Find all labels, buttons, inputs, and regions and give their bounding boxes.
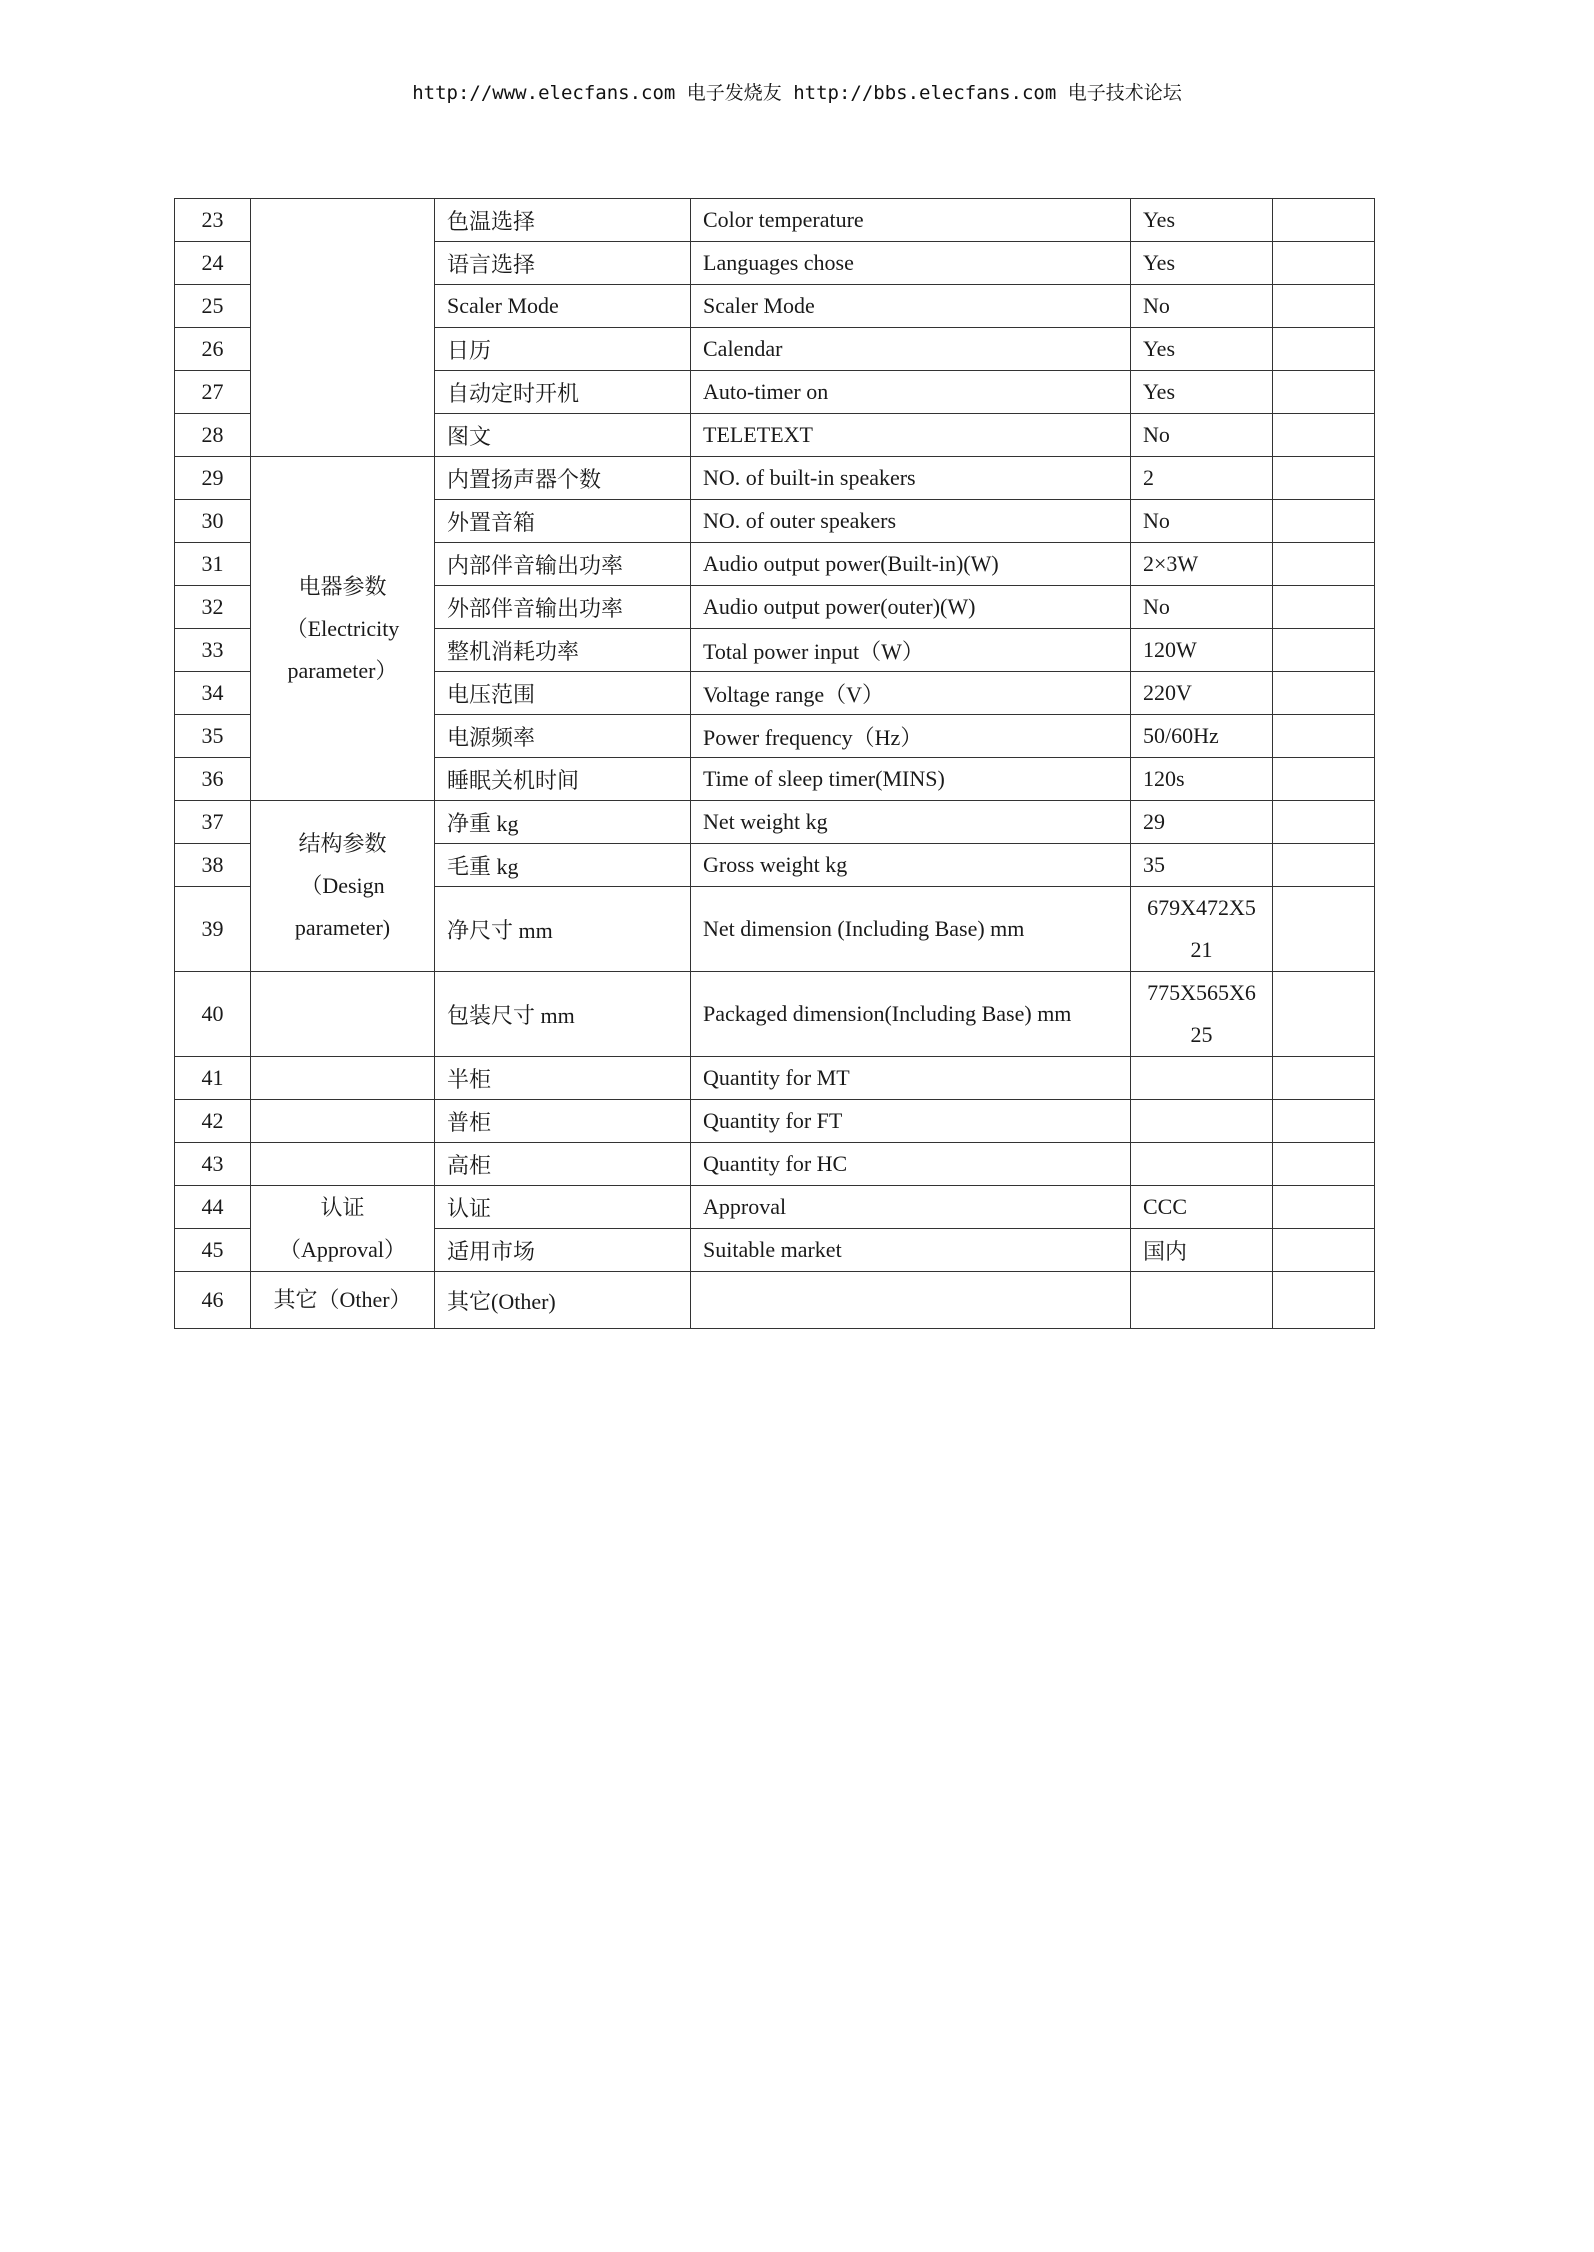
value-cell: No <box>1131 285 1273 328</box>
spec-table <box>174 198 1375 1329</box>
value-cell: 2×3W <box>1131 543 1273 586</box>
en-label: Packaged dimension(Including Base) mm <box>691 972 1131 1057</box>
group-en-label: （Electricity <box>285 615 400 641</box>
en-label: TELETEXT <box>691 414 1131 457</box>
page-header-url: http://www.elecfans.com 电子发烧友 http://bbs.elecfans.com 电子技术论坛 <box>412 82 1182 104</box>
value-cell: 220V <box>1131 672 1273 715</box>
cn-label: 电压范围 <box>435 672 691 715</box>
group-en-label: parameter) <box>294 915 391 940</box>
extra-cell <box>1273 1057 1375 1100</box>
table-row <box>175 199 1375 242</box>
row-number: 32 <box>175 586 251 629</box>
value-cell: Yes <box>1131 242 1273 285</box>
table-row <box>175 1057 1375 1100</box>
en-label: Voltage range（V） <box>691 672 1131 715</box>
en-label: Suitable market <box>691 1229 1131 1272</box>
cn-label: 其它(Other) <box>435 1272 691 1329</box>
row-number: 46 <box>175 1272 251 1329</box>
group-cn-label: 认证 <box>320 1194 365 1220</box>
extra-cell <box>1273 972 1375 1057</box>
extra-cell <box>1273 887 1375 972</box>
row-number: 33 <box>175 629 251 672</box>
en-label: Gross weight kg <box>691 844 1131 887</box>
value-cell: CCC <box>1131 1186 1273 1229</box>
extra-cell <box>1273 242 1375 285</box>
cn-label: 电源频率 <box>435 715 691 758</box>
group-cn-label: 电器参数 <box>298 573 387 599</box>
value-line: 679X472X5 <box>1147 895 1256 920</box>
group-cell-empty <box>251 199 435 457</box>
en-label: Quantity for HC <box>691 1143 1131 1186</box>
en-label: Calendar <box>691 328 1131 371</box>
group-cell-other: 其它（Other） <box>251 1272 435 1329</box>
value-cell <box>1131 1100 1273 1143</box>
cn-label: 净尺寸 mm <box>435 887 691 972</box>
extra-cell <box>1273 285 1375 328</box>
extra-cell <box>1273 414 1375 457</box>
value-line: 21 <box>1190 937 1213 962</box>
extra-cell <box>1273 758 1375 801</box>
table-row <box>175 1100 1375 1143</box>
row-number: 25 <box>175 285 251 328</box>
en-label: Scaler Mode <box>691 285 1131 328</box>
value-cell: 120s <box>1131 758 1273 801</box>
row-number: 45 <box>175 1229 251 1272</box>
en-label: Net weight kg <box>691 801 1131 844</box>
row-number: 36 <box>175 758 251 801</box>
group-cell-empty <box>251 972 435 1057</box>
table-row <box>175 1186 1375 1229</box>
row-number: 29 <box>175 457 251 500</box>
cn-label: 包装尺寸 mm <box>435 972 691 1057</box>
en-label: Quantity for MT <box>691 1057 1131 1100</box>
row-number: 39 <box>175 887 251 972</box>
en-label: Audio output power(outer)(W) <box>691 586 1131 629</box>
cn-label: 普柜 <box>435 1100 691 1143</box>
value-cell: Yes <box>1131 328 1273 371</box>
extra-cell <box>1273 1143 1375 1186</box>
extra-cell <box>1273 328 1375 371</box>
row-number: 38 <box>175 844 251 887</box>
row-number: 31 <box>175 543 251 586</box>
row-number: 42 <box>175 1100 251 1143</box>
cn-label: 语言选择 <box>435 242 691 285</box>
row-number: 35 <box>175 715 251 758</box>
value-cell <box>1131 1143 1273 1186</box>
en-label: Quantity for FT <box>691 1100 1131 1143</box>
row-number: 43 <box>175 1143 251 1186</box>
group-cell-approval <box>251 1186 435 1272</box>
extra-cell <box>1273 371 1375 414</box>
cn-label: 毛重 kg <box>435 844 691 887</box>
value-cell <box>1131 1057 1273 1100</box>
group-cell-electricity <box>251 457 435 801</box>
group-en-label: parameter） <box>287 657 398 683</box>
cn-label: 整机消耗功率 <box>435 629 691 672</box>
cn-label: 图文 <box>435 414 691 457</box>
table-row <box>175 801 1375 844</box>
value-cell: Yes <box>1131 371 1273 414</box>
value-cell <box>1131 887 1273 972</box>
extra-cell <box>1273 1272 1375 1329</box>
row-number: 44 <box>175 1186 251 1229</box>
extra-cell <box>1273 457 1375 500</box>
cn-label: 适用市场 <box>435 1229 691 1272</box>
extra-cell <box>1273 1229 1375 1272</box>
value-cell: No <box>1131 500 1273 543</box>
group-en-label: （Approval） <box>278 1236 407 1262</box>
en-label: Total power input（W） <box>691 629 1131 672</box>
en-label: Auto-timer on <box>691 371 1131 414</box>
cn-label: 自动定时开机 <box>435 371 691 414</box>
cn-label: Scaler Mode <box>435 285 691 328</box>
extra-cell <box>1273 199 1375 242</box>
group-cn-label: 结构参数 <box>298 831 387 856</box>
en-label: NO. of built-in speakers <box>691 457 1131 500</box>
en-label: Time of sleep timer(MINS) <box>691 758 1131 801</box>
value-cell: No <box>1131 414 1273 457</box>
row-number: 23 <box>175 199 251 242</box>
cn-label: 外部伴音输出功率 <box>435 586 691 629</box>
table-row <box>175 457 1375 500</box>
value-cell: 120W <box>1131 629 1273 672</box>
extra-cell <box>1273 1100 1375 1143</box>
value-cell: Yes <box>1131 199 1273 242</box>
value-line: 775X565X6 <box>1147 980 1256 1005</box>
row-number: 27 <box>175 371 251 414</box>
cn-label: 高柜 <box>435 1143 691 1186</box>
extra-cell <box>1273 500 1375 543</box>
value-cell: 国内 <box>1131 1229 1273 1272</box>
cn-label: 睡眠关机时间 <box>435 758 691 801</box>
value-cell: No <box>1131 586 1273 629</box>
extra-cell <box>1273 715 1375 758</box>
en-label: Net dimension (Including Base) mm <box>691 887 1131 972</box>
extra-cell <box>1273 844 1375 887</box>
extra-cell <box>1273 672 1375 715</box>
cn-label: 认证 <box>435 1186 691 1229</box>
cn-label: 日历 <box>435 328 691 371</box>
row-number: 28 <box>175 414 251 457</box>
extra-cell <box>1273 586 1375 629</box>
group-en-label: （Design <box>300 873 385 898</box>
value-cell <box>1131 972 1273 1057</box>
row-number: 41 <box>175 1057 251 1100</box>
cn-label: 内置扬声器个数 <box>435 457 691 500</box>
group-cell-design <box>251 801 435 972</box>
row-number: 34 <box>175 672 251 715</box>
en-label: NO. of outer speakers <box>691 500 1131 543</box>
group-cell-empty <box>251 1057 435 1100</box>
en-label: Color temperature <box>691 199 1131 242</box>
value-cell: 35 <box>1131 844 1273 887</box>
cn-label: 色温选择 <box>435 199 691 242</box>
table-row <box>175 972 1375 1057</box>
cn-label: 内部伴音输出功率 <box>435 543 691 586</box>
extra-cell <box>1273 543 1375 586</box>
en-label: Audio output power(Built-in)(W) <box>691 543 1131 586</box>
row-number: 30 <box>175 500 251 543</box>
table-row <box>175 1272 1375 1329</box>
en-label: Languages chose <box>691 242 1131 285</box>
value-cell: 50/60Hz <box>1131 715 1273 758</box>
value-cell: 2 <box>1131 457 1273 500</box>
value-line: 25 <box>1190 1022 1213 1047</box>
en-label <box>691 1272 1131 1329</box>
value-cell: 29 <box>1131 801 1273 844</box>
table-row <box>175 1143 1375 1186</box>
extra-cell <box>1273 1186 1375 1229</box>
group-cell-empty <box>251 1100 435 1143</box>
row-number: 37 <box>175 801 251 844</box>
row-number: 26 <box>175 328 251 371</box>
cn-label: 半柜 <box>435 1057 691 1100</box>
group-cell-empty <box>251 1143 435 1186</box>
row-number: 40 <box>175 972 251 1057</box>
row-number: 24 <box>175 242 251 285</box>
extra-cell <box>1273 801 1375 844</box>
cn-label: 外置音箱 <box>435 500 691 543</box>
extra-cell <box>1273 629 1375 672</box>
cn-label: 净重 kg <box>435 801 691 844</box>
value-cell <box>1131 1272 1273 1329</box>
en-label: Approval <box>691 1186 1131 1229</box>
en-label: Power frequency（Hz） <box>691 715 1131 758</box>
